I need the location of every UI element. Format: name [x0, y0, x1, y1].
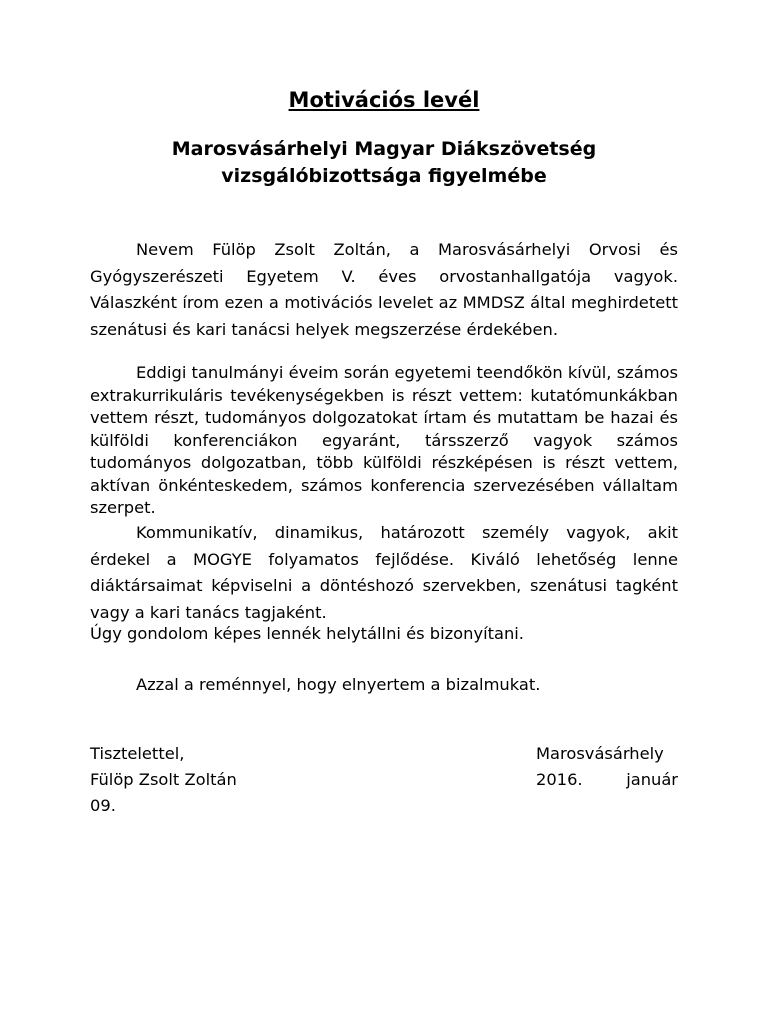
date-year-month: [536, 767, 678, 793]
paragraph-hope: Azzal a reménnyel, hogy elnyertem a bizalmukat.: [136, 675, 541, 694]
place-date-block: [536, 741, 678, 793]
paragraph-activities: Eddigi tanulmányi éveim során egyetemi teendőkön kívül, számos extrakurrikuláris tevékenységekben is részt vettem: kutatómunkákban vettem részt, tudományos dolgozatokat írtam és mutattam be hazai és külföldi konferenciákon egyaránt, társszerző vagyok számos tudományos dolgozatban, több külföldi részképésen is részt vettem, aktívan önkénteskedem, számos konferencia szervezésében vállaltam szerpet.: [90, 363, 678, 517]
signer-name: Fülöp Zsolt Zoltán: [90, 770, 237, 789]
place-name: Marosvásárhely: [536, 744, 664, 763]
subtitle-line-2: vizsgálóbizottsága figyelmébe: [221, 165, 547, 187]
paragraph-statement: Úgy gondolom képes lennék helytállni és bizonyítani.: [90, 624, 524, 643]
closing-greeting: Tisztelettel,: [90, 744, 185, 763]
date-month: január: [626, 770, 678, 789]
subtitle-line-1: Marosvásárhelyi Magyar Diákszövetség: [171, 138, 597, 160]
paragraph-motivation: Kommunikatív, dinamikus, határozott személy vagyok, akit érdekel a MOGYE folyamatos fejlődése. Kiváló lehetőség lenne diáktársaimat képviselni a döntéshozó szervekben, szenátusi tagként vagy a kari tanács tagjaként.: [90, 523, 678, 622]
signature-block: [90, 741, 237, 793]
date-day: 09.: [90, 796, 116, 815]
letter-subtitle: [90, 136, 678, 190]
date-year: 2016.: [536, 770, 583, 789]
letter-title: Motivációs levél: [288, 88, 480, 112]
paragraph-introduction: Nevem Fülöp Zsolt Zoltán, a Marosvásárhelyi Orvosi és Gyógyszerészeti Egyetem V. éves orvostanhallgatója vagyok. Válaszként írom ezen a motivációs levelet az MMDSZ által meghirdetett szenátusi és kari tanácsi helyek megszerzése érdekében.: [90, 240, 678, 339]
